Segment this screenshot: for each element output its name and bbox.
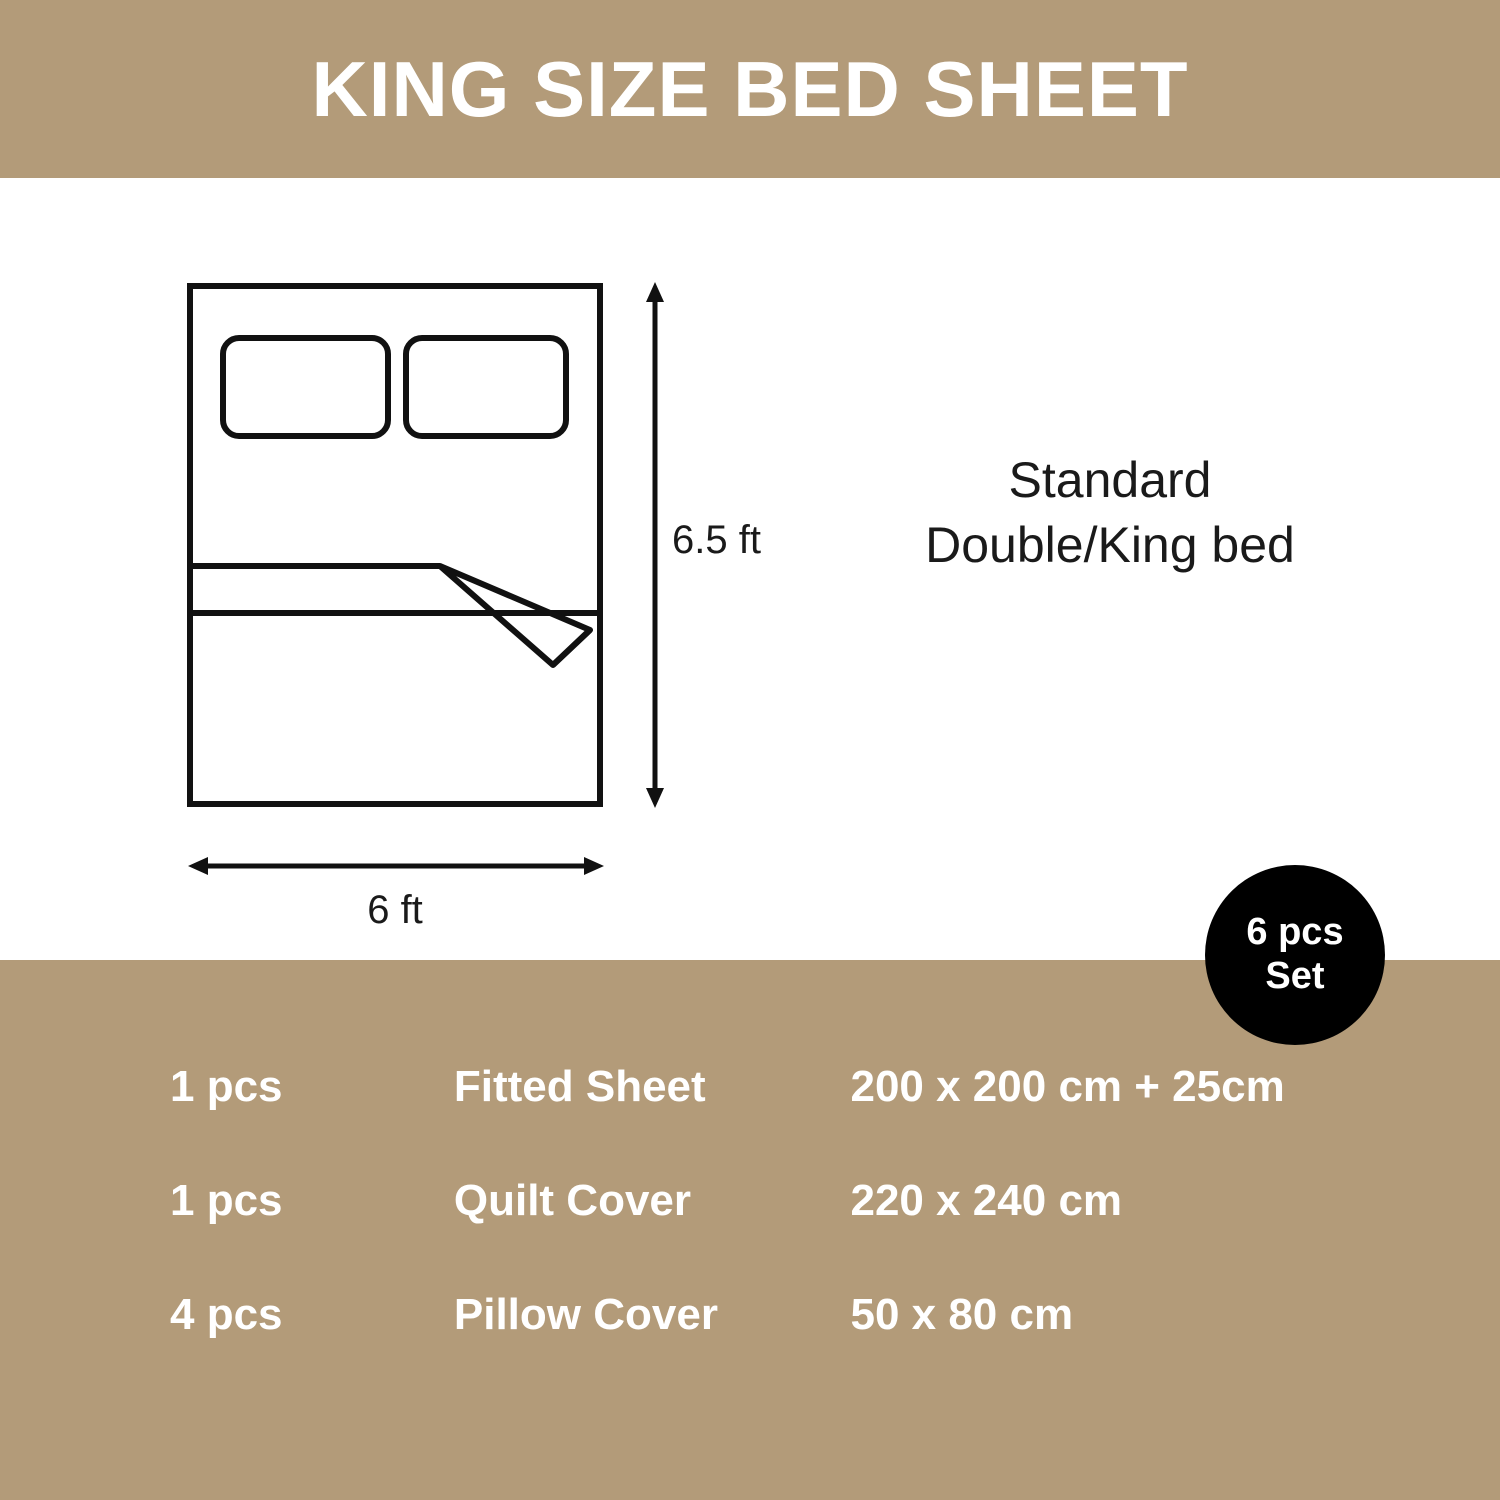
row-quantity: 4 pcs <box>170 1290 283 1339</box>
table-row <box>0 1030 1500 1144</box>
row-item: Quilt Cover <box>453 1176 692 1225</box>
table-row <box>0 1258 1500 1372</box>
width-arrow-right <box>584 857 604 875</box>
header-bar <box>0 0 1500 178</box>
row-size: 200 x 200 cm + 25cm <box>850 1062 1285 1111</box>
height-arrow-bottom <box>646 788 664 808</box>
bed-type-caption-line1: Standard <box>1008 452 1212 508</box>
row-size: 50 x 80 cm <box>850 1290 1074 1339</box>
bed-type-caption-line2: Double/King bed <box>925 517 1295 573</box>
pillow-left-icon <box>223 338 388 436</box>
row-item: Pillow Cover <box>453 1290 718 1339</box>
width-label: 6 ft <box>367 888 423 932</box>
pillow-right-icon <box>406 338 566 436</box>
height-arrow-top <box>646 282 664 302</box>
row-size: 220 x 240 cm <box>850 1176 1123 1225</box>
bed-type-caption <box>800 448 1420 578</box>
set-count-badge <box>1205 865 1385 1045</box>
height-label: 6.5 ft <box>672 518 761 562</box>
badge-line2: Set <box>1265 955 1325 997</box>
contents-table <box>0 1030 1500 1372</box>
table-row <box>0 1144 1500 1258</box>
width-arrow-left <box>188 857 208 875</box>
diagram-area <box>0 178 1500 960</box>
row-quantity: 1 pcs <box>170 1176 283 1225</box>
bed-outline <box>190 286 600 804</box>
row-quantity: 1 pcs <box>170 1062 283 1111</box>
blanket-fold-edge <box>553 630 590 665</box>
page-title: KING SIZE BED SHEET <box>311 45 1189 133</box>
badge-line1: 6 pcs <box>1246 911 1344 954</box>
row-item: Fitted Sheet <box>453 1062 706 1111</box>
